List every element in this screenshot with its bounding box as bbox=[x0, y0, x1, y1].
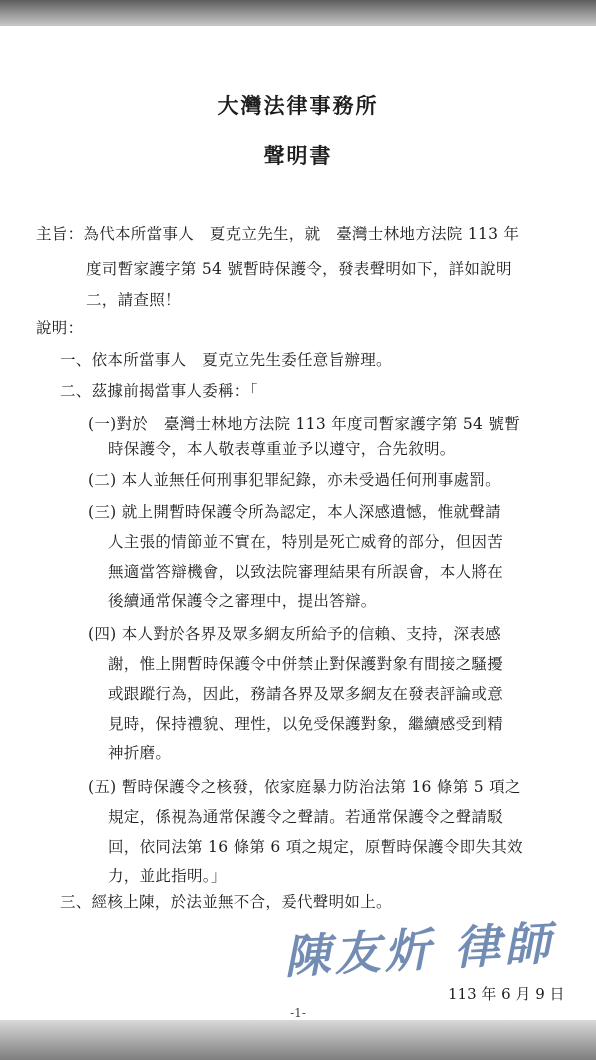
page-number: -1- bbox=[290, 1006, 306, 1020]
sub5-line-3: 回，依同法第 16 條第 6 項之規定，原暫時保護令即失其效 bbox=[108, 838, 523, 856]
sub3-line-3: 無適當答辯機會，以致法院審理結果有所誤會，本人將在 bbox=[108, 563, 504, 581]
sub3-line-1: (三) 就上開暫時保護令所為認定，本人深感遺憾，惟就聲請 bbox=[88, 503, 501, 521]
sub4-line-1: (四) 本人對於各界及眾多網友所給予的信賴、支持，深表感 bbox=[88, 625, 501, 643]
firm-name: 大灣法律事務所 bbox=[217, 93, 379, 118]
item-3: 三、經核上陳，於法並無不合，爰代聲明如上。 bbox=[60, 893, 392, 911]
sub3-line-4: 後續通常保護令之審理中，提出答辯。 bbox=[108, 592, 377, 610]
sub4-line-4: 見時，保持禮貌、理性，以免受保護對象，繼續感受到精 bbox=[108, 715, 504, 733]
document-title: 聲明書 bbox=[263, 143, 333, 168]
document-date: 113 年 6 月 9 日 bbox=[448, 985, 565, 1003]
document-page bbox=[0, 26, 596, 1020]
sub1-line-1: (一)對於 臺灣士林地方法院 113 年度司暫家護字第 54 號暫 bbox=[88, 415, 521, 433]
sub4-line-2: 謝，惟上開暫時保護令中併禁止對保護對象有間接之騷擾 bbox=[108, 655, 504, 673]
sub1-line-2: 時保護令，本人敬表尊重並予以遵守，合先敘明。 bbox=[108, 440, 456, 458]
sub5-line-1: (五) 暫時保護令之核發，依家庭暴力防治法第 16 條第 5 項之 bbox=[88, 778, 521, 796]
sub4-line-3: 或跟蹤行為，因此，務請各界及眾多網友在發表評論或意 bbox=[108, 685, 504, 703]
scan-top-edge bbox=[0, 0, 596, 26]
sub5-line-4: 力，並此指明。」 bbox=[108, 867, 227, 885]
explain-label: 說明： bbox=[36, 319, 84, 337]
sub5-line-2: 規定，係視為通常保護令之聲請。若通常保護令之聲請駁 bbox=[108, 808, 504, 826]
item-1: 一、依本所當事人 夏克立先生委任意旨辦理。 bbox=[60, 351, 392, 369]
sub3-line-2: 人主張的情節並不實在，特別是死亡威脅的部分，但因苦 bbox=[108, 533, 504, 551]
lawyer-signature-stamp: 陳友炘 律師 bbox=[282, 915, 556, 985]
scan-bottom-edge bbox=[0, 1020, 596, 1060]
sub2-line-1: (二) 本人並無任何刑事犯罪紀錄，亦未受過任何刑事處罰。 bbox=[88, 471, 501, 489]
subject-line-1: 主旨：為代本所當事人 夏克立先生，就 臺灣士林地方法院 113 年 bbox=[36, 225, 520, 243]
sub4-line-5: 神折磨。 bbox=[108, 744, 172, 762]
subject-line-2: 度司暫家護字第 54 號暫時保護令，發表聲明如下，詳如說明 bbox=[86, 260, 512, 278]
subject-line-3: 二，請查照！ bbox=[86, 291, 181, 309]
item-2: 二、茲據前揭當事人委稱：「 bbox=[60, 382, 258, 400]
